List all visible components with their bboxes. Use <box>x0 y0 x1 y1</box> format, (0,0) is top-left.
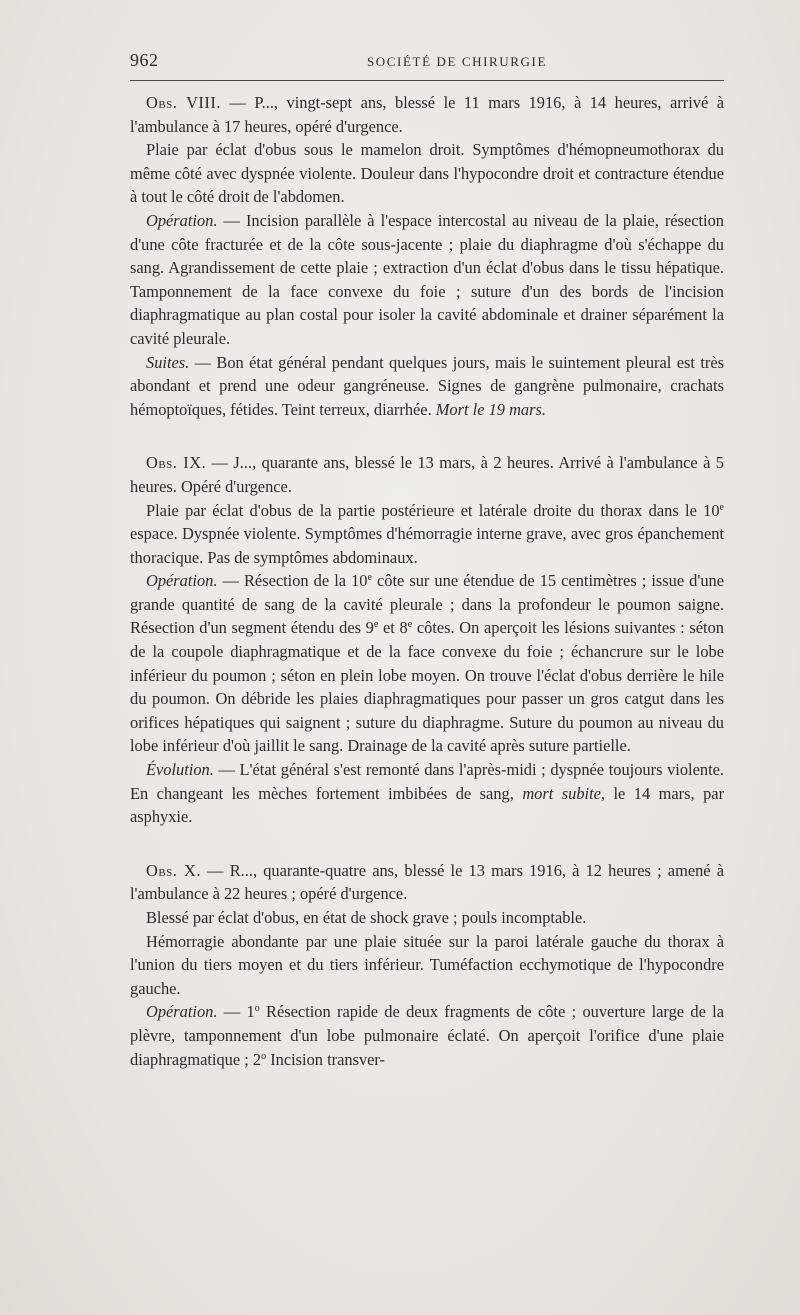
obs-ix-wound: Plaie par éclat d'obus de la partie postérieure et latérale droite du thorax dans le 10e espace. Dyspnée violente. Symptômes d'hémorragie interne grave, avec gros épanchement thoracique. Pas de symptômes abdominaux. <box>130 500 724 567</box>
page-number: 962 <box>130 50 159 70</box>
operation-label: Opération. <box>146 571 218 591</box>
obs-x-label: Obs. X. <box>146 860 201 880</box>
obs-x-hemorrhage: Hémorragie abondante par une plaie située sur la paroi latérale gauche du thorax à l'union du tiers moyen et du tiers inférieur. Tuméfaction ecchymotique de l'hypocondre gauche. <box>130 931 724 998</box>
obs-ix-operation: Opération. — Résection de la 10e côte sur une étendue de 15 centimètres ; issue d'une grande quantité de sang de la cavité pleurale ; dans la profondeur le poumon saigne. Résection d'un segment étendu des 9e et 8e côtes. On aperçoit les lésions suivantes : séton de la coupole diaphragmatique et de la face convexe du foie ; échancrure sur le lobe inférieur du poumon ; séton en plein lobe moyen. On trouve l'éclat d'obus derrière le hile du poumon. On débride les plaies diaphragmatiques pour passer un gros catgut dans les orifices hépatiques qui saignent ; suture du diaphragme. Suture du poumon au niveau du lobe inférieur d'où jaillit le sang. Drainage de la cavité après suture partielle. <box>130 571 725 756</box>
obs-ix-intro: Obs. IX. — J..., quarante ans, blessé le 13 mars, à 2 heures. Arrivé à l'ambulance à 5 heures. Opéré d'urgence. <box>130 453 724 496</box>
journal-title: SOCIÉTÉ DE CHIRURGIE <box>366 54 548 69</box>
running-head <box>130 46 724 80</box>
observation-x <box>130 859 724 1071</box>
obs-ix-evolution: Évolution. — L'état général s'est remonté dans l'après-midi ; dyspnée toujours violente. En changeant les mèches fortement imbibées de sang, mort subite, le 14 mars, par asphyxie. <box>130 760 725 827</box>
operation-label: Opération. <box>146 1002 218 1022</box>
observation-ix <box>130 451 724 829</box>
obs-x-state: Blessé par éclat d'obus, en état de shock grave ; pouls incomptable. <box>146 908 587 927</box>
death-note: Mort le 19 mars. <box>435 399 546 419</box>
header-rule <box>130 80 724 81</box>
obs-x-operation: Opération. — 1$^o$ Résection rapide de deux fragments de côte ; ouverture large de la plèvre, tamponnement d'un lobe pulmonaire éclaté. On aperçoit l'orifice d'une plaie diaphragmatique ; 2$^o$ Incision transver- <box>130 1002 725 1069</box>
obs-viii-suites: Suites. — Bon état général pendant quelques jours, mais le suintement pleural est très abondant et prend une odeur gangréneuse. Signes de gangrène pulmonaire, crachats hémoptoïques, fétides. Teint terreux, diarrhée. Mort le 19 mars. <box>130 352 724 419</box>
obs-viii-intro: Obs. VIII. — P..., vingt-sept ans, blessé le 11 mars 1916, à 14 heures, arrivé à l'ambulance à 17 heures, opéré d'urgence. <box>130 93 725 136</box>
suites-label: Suites. <box>146 352 190 372</box>
obs-viii-wound: Plaie par éclat d'obus sous le mamelon droit. Symptômes d'hémopneumothorax du même côté avec dyspnée violente. Douleur dans l'hypocondre droit et contracture étendue à tout le côté droit de l'abdomen. <box>130 140 724 207</box>
obs-ix-label: Obs. IX. <box>146 453 207 473</box>
observation-viii <box>130 91 724 421</box>
operation-label: Opération. <box>146 210 218 230</box>
obs-viii-label: Obs. VIII. <box>146 93 221 112</box>
obs-x-intro: Obs. X. — R..., quarante-quatre ans, blessé le 13 mars 1916, à 12 heures ; amené à l'ambulance à 22 heures ; opéré d'urgence. <box>130 860 725 904</box>
death-note: mort subite, <box>522 783 606 803</box>
evolution-label: Évolution. <box>146 760 214 780</box>
obs-viii-operation: Opération. — Incision parallèle à l'espace intercostal au niveau de la plaie, résection d'une côte fracturée et de la côte sous-jacente ; plaie du diaphragme d'où s'échappe du sang. Agrandissement de cette plaie ; extraction d'un éclat d'obus dans le tissu hépatique. Tamponnement de la face convexe du foie ; suture d'un des bords de l'incision diaphragmatique au plan costal pour isoler la cavité abdominale et drainer séparément la cavité pleurale. <box>130 210 724 348</box>
